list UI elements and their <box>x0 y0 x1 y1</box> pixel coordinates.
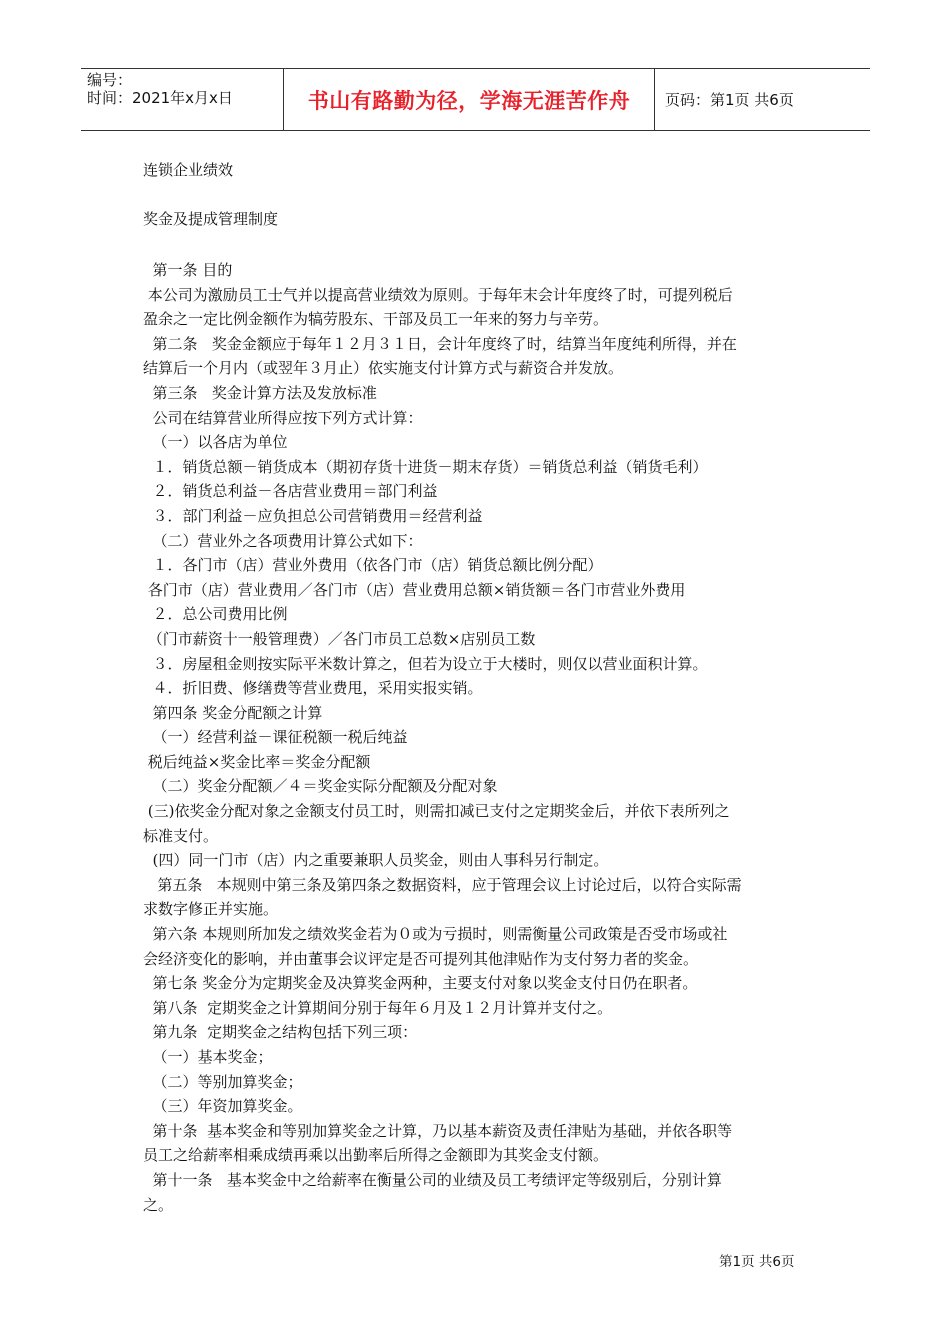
body-line: 第十条 基本奖金和等别加算奖金之计算，乃以基本薪资及责任津贴为基础，并依各职等 <box>143 1121 733 1140</box>
body-line: 第六条 本规则所加发之绩效奖金若为０或为亏损时，则需衡量公司政策是否受市场或社 <box>143 925 728 944</box>
body-line: ４．折旧费、修缮费等营业费甩，采用实报实销。 <box>143 679 483 698</box>
body-line: ３．房屋租金则按实际平米数计算之，但若为设立于大楼时，则仅以营业面积计算。 <box>143 654 708 673</box>
body-line: 盈余之一定比例金额作为犒劳股东、干部及员工一年来的努力与辛劳。 <box>143 310 609 329</box>
body-line: 第一条 目的 <box>143 261 233 279</box>
body-line: （二）营业外之各项费用计算公式如下： <box>143 531 423 550</box>
page-footer-indicator: 第1页 共6页 <box>719 1254 795 1270</box>
document-title-line-1: 连锁企业绩效 <box>143 161 234 179</box>
body-line: 第三条 奖金计算方法及发放标准 <box>143 383 377 402</box>
body-line: 第二条 奖金金额应于每年１２月３１日，会计年度终了时，结算当年度纯利所得，并在 <box>143 334 737 353</box>
body-line: (三)依奖金分配对象之金额支付员工时，则需扣减已支付之定期奖金后，并依下表所列之 <box>143 802 730 821</box>
document-body <box>143 258 810 1217</box>
body-line: （二）等别加算奖金； <box>143 1072 303 1091</box>
body-line: 结算后一个月内（或翌年３月止）依实施支付计算方式与薪资合并发放。 <box>143 359 624 378</box>
body-line: 第四条 奖金分配额之计算 <box>143 703 323 722</box>
body-line: 第八条 定期奖金之计算期间分别于每年６月及１２月计算并支付之。 <box>143 998 613 1017</box>
body-line: （三）年资加算奖金。 <box>143 1097 303 1116</box>
body-line: (四）同一门市（店）内之重要兼职人员奖金，则由人事科另行制定。 <box>143 851 609 870</box>
document-title-line-2: 奖金及提成管理制度 <box>143 210 279 228</box>
body-line: 会经济变化的影响，并由董事会议评定是否可提列其他津贴作为支付努力者的奖金。 <box>143 949 699 968</box>
body-line: ２．销货总利益－各店营业费用＝部门利益 <box>143 482 438 501</box>
header-motto: 书山有路勤为径，学海无涯苦作舟 <box>283 69 655 130</box>
body-line: 求数字修正并实施。 <box>143 900 279 919</box>
document-date-label: 时间：2021年x月x日 <box>87 89 233 107</box>
body-line: 本公司为激励员工士气并以提高营业绩效为原则。于每年末会计年度终了时，可提列税后 <box>143 285 733 304</box>
body-line: 标准支付。 <box>143 826 219 845</box>
body-line: 第五条 本规则中第三条及第四条之数据资料，应于管理会议上讨论过后，以符合实际需 <box>143 875 742 894</box>
body-line: 税后纯益×奖金比率＝奖金分配额 <box>143 752 371 771</box>
page-header <box>81 68 870 131</box>
body-line: 之。 <box>143 1195 174 1214</box>
body-line: 第九条 定期奖金之结构包括下列三项： <box>143 1023 418 1042</box>
body-line: 公司在结算营业所得应按下列方式计算： <box>143 408 423 427</box>
body-line: 第七条 奖金分为定期奖金及决算奖金两种，主要支付对象以奖金支付日仍在职者。 <box>143 974 698 993</box>
body-line: （门市薪资十一般管理费）／各门市员工总数×店别员工数 <box>143 629 536 648</box>
body-line: １．各门市（店）营业外费用（依各门市（店）销货总额比例分配） <box>143 556 603 575</box>
body-line: （二）奖金分配额／４＝奖金实际分配额及分配对象 <box>143 777 498 796</box>
header-meta <box>81 69 283 130</box>
document-number-label: 编号： <box>87 71 133 89</box>
body-line: （一）以各店为单位 <box>143 433 288 452</box>
body-line: ３．部门利益－应负担总公司营销费用＝经营利益 <box>143 506 483 525</box>
body-line: 第十一条 基本奖金中之给薪率在衡量公司的业绩及员工考绩评定等级别后，分别计算 <box>143 1170 722 1189</box>
body-line: 员工之给薪率相乘成绩再乘以出勤率后所得之金额即为其奖金支付额。 <box>143 1146 609 1165</box>
body-line: （一）基本奖金； <box>143 1048 273 1066</box>
body-line: （一）经营利益－课征税额一税后纯益 <box>143 728 408 747</box>
header-page-number: 页码：第1页 共6页 <box>665 91 794 109</box>
body-line: 各门市（店）营业费用／各门市（店）营业费用总额×销货额＝各门市营业外费用 <box>143 580 686 599</box>
body-line: ２．总公司费用比例 <box>143 605 288 624</box>
body-line: １．销货总额－销货成本（期初存货十进货－期末存货）＝销货总利益（销货毛利） <box>143 457 708 476</box>
